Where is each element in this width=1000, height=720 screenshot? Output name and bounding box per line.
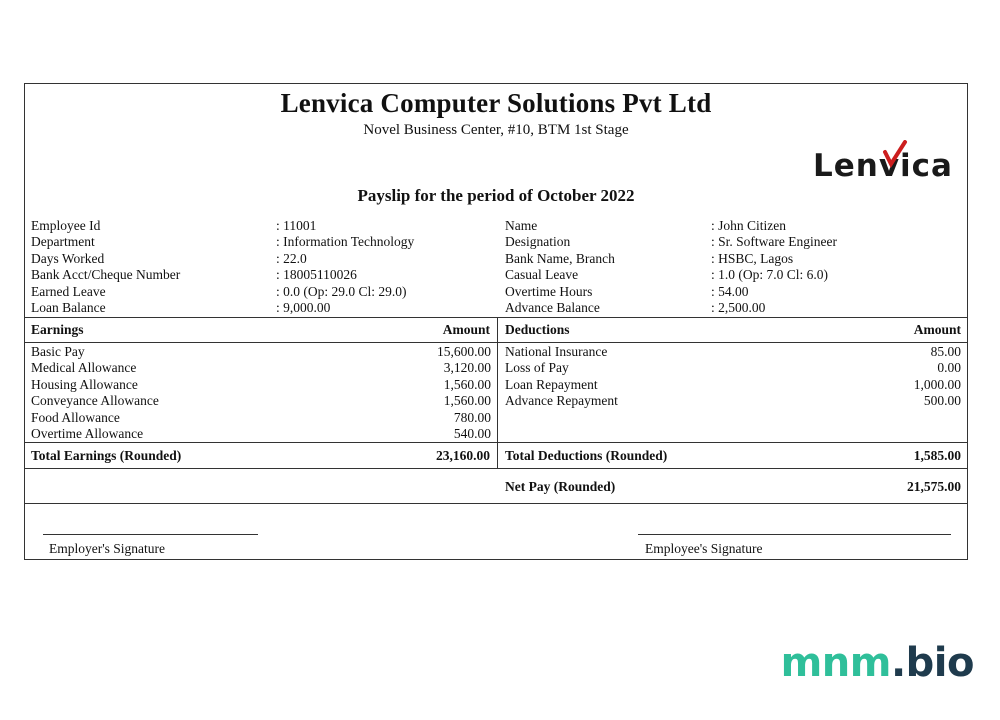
employee-signature-line	[638, 534, 951, 535]
info-label: Overtime Hours	[505, 283, 593, 299]
table-header-divider	[25, 342, 967, 343]
info-label: Designation	[505, 234, 571, 250]
info-row	[31, 218, 491, 234]
earnings-row	[31, 344, 491, 360]
table-column-divider	[497, 317, 498, 469]
earnings-amount: 540.00	[453, 425, 491, 441]
deductions-row	[505, 377, 961, 393]
earnings-list	[31, 344, 491, 442]
earnings-label: Food Allowance	[31, 409, 120, 425]
info-value: : 11001	[276, 218, 317, 233]
table-top-divider	[25, 317, 967, 318]
deductions-header: Deductions	[505, 322, 570, 337]
deductions-list	[505, 344, 961, 410]
info-value: : 22.0	[276, 250, 307, 266]
info-value: : Sr. Software Engineer	[711, 234, 837, 250]
earnings-amount: 1,560.00	[443, 393, 491, 409]
info-label: Earned Leave	[31, 283, 106, 299]
earnings-amount-header: Amount	[442, 322, 490, 337]
deductions-amount: 500.00	[923, 393, 961, 409]
employee-signature-label: Employee's Signature	[645, 541, 763, 556]
earnings-row	[31, 377, 491, 393]
earnings-row	[31, 360, 491, 376]
watermark-part2: .bio	[890, 640, 974, 686]
earnings-row	[31, 426, 491, 442]
info-value: : HSBC, Lagos	[711, 250, 794, 266]
total-deductions-value: 1,585.00	[913, 448, 961, 463]
deductions-label: National Insurance	[505, 344, 608, 359]
logo-wordmark: Lenvica	[813, 148, 953, 182]
total-deductions-label: Total Deductions (Rounded)	[505, 448, 668, 463]
info-label: Employee Id	[31, 218, 101, 233]
earnings-amount: 15,600.00	[437, 344, 491, 359]
watermark	[781, 640, 974, 686]
info-row	[505, 251, 965, 267]
earnings-label: Housing Allowance	[31, 376, 138, 392]
deductions-label: Advance Repayment	[505, 393, 618, 409]
info-row	[505, 284, 965, 300]
info-row	[505, 234, 965, 250]
info-value: : Information Technology	[276, 234, 415, 250]
info-label: Casual Leave	[505, 267, 579, 283]
employer-signature-label: Employer's Signature	[49, 541, 166, 556]
company-name: Lenvica Computer Solutions Pvt Ltd	[280, 88, 712, 118]
info-value: : 2,500.00	[711, 299, 766, 315]
earnings-label: Basic Pay	[31, 344, 85, 359]
info-label: Days Worked	[31, 250, 105, 266]
deductions-label: Loan Repayment	[505, 376, 598, 392]
earnings-amount: 1,560.00	[443, 376, 491, 392]
signature-divider	[25, 503, 967, 504]
earnings-row	[31, 393, 491, 409]
info-label: Bank Name, Branch	[505, 250, 615, 266]
info-value: : 18005110026	[276, 267, 357, 283]
company-address: Novel Business Center, #10, BTM 1st Stage	[363, 122, 629, 138]
info-value: : 0.0 (Op: 29.0 Cl: 29.0)	[276, 283, 407, 299]
deductions-amount-header: Amount	[913, 322, 961, 337]
deductions-amount: 85.00	[930, 344, 961, 359]
info-row	[505, 300, 965, 316]
table-net-divider	[25, 468, 967, 469]
info-value: : 9,000.00	[276, 299, 331, 315]
deductions-amount: 1,000.00	[913, 376, 961, 392]
info-value: : 1.0 (Op: 7.0 Cl: 6.0)	[711, 267, 828, 283]
deductions-amount: 0.00	[937, 360, 961, 376]
info-row	[505, 218, 965, 234]
info-value: : John Citizen	[711, 218, 786, 233]
earnings-amount: 3,120.00	[443, 360, 491, 376]
info-value: : 54.00	[711, 283, 749, 299]
info-label: Name	[505, 218, 538, 233]
watermark-part1: mnm	[780, 640, 891, 686]
earnings-amount: 780.00	[453, 409, 491, 425]
info-row	[31, 300, 491, 316]
info-row	[505, 267, 965, 283]
employer-signature-line	[43, 534, 258, 535]
info-label: Bank Acct/Cheque Number	[31, 267, 181, 283]
info-row	[31, 234, 491, 250]
deductions-row	[505, 360, 961, 376]
earnings-label: Overtime Allowance	[31, 425, 144, 441]
earnings-label: Medical Allowance	[31, 360, 137, 376]
info-label: Advance Balance	[505, 299, 600, 315]
info-label: Department	[31, 234, 95, 250]
net-pay-value: 21,575.00	[907, 479, 961, 494]
payslip	[24, 83, 968, 560]
earnings-label: Conveyance Allowance	[31, 393, 159, 409]
info-label: Loan Balance	[31, 299, 106, 315]
total-earnings-value: 23,160.00	[436, 448, 490, 463]
info-row	[31, 251, 491, 267]
info-row	[31, 284, 491, 300]
earnings-header: Earnings	[31, 322, 84, 337]
earnings-row	[31, 410, 491, 426]
info-row	[31, 267, 491, 283]
total-earnings-label: Total Earnings (Rounded)	[31, 448, 182, 463]
net-pay-label: Net Pay (Rounded)	[505, 479, 616, 494]
deductions-row	[505, 344, 961, 360]
deductions-label: Loss of Pay	[505, 360, 569, 376]
employee-info-right	[505, 218, 965, 316]
company-logo	[813, 140, 963, 182]
employee-info-left	[31, 218, 491, 316]
deductions-row	[505, 393, 961, 409]
payslip-period: Payslip for the period of October 2022	[357, 186, 635, 205]
